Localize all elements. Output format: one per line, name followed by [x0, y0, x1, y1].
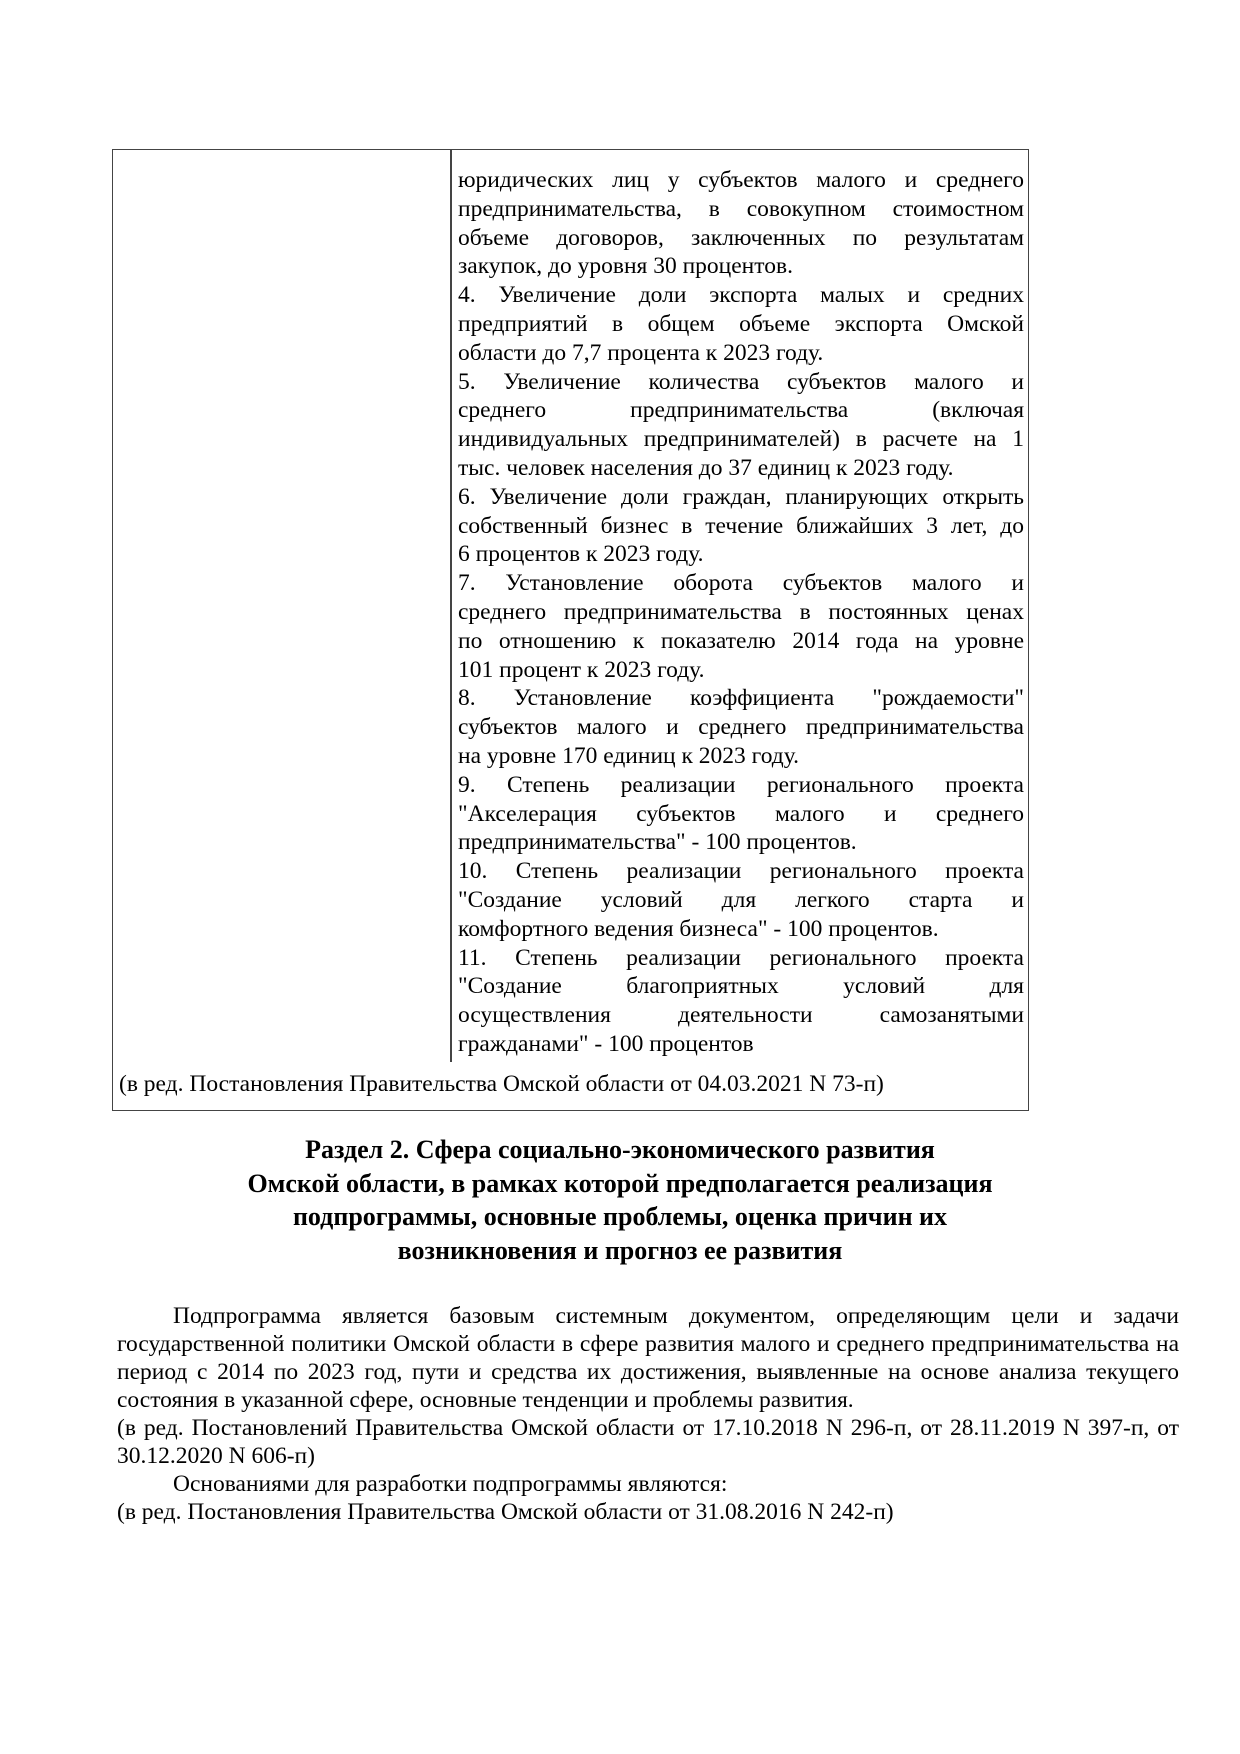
indicator-line: "Акселерация субъектов малого и среднего [458, 800, 1024, 827]
indicator-line: на уровне 170 единиц к 2023 году. [458, 742, 800, 769]
heading-line: подпрограммы, основные проблемы, оценка причин их [292, 1202, 948, 1231]
indicator-line: 10. Степень реализации регионального проекта [458, 858, 1024, 885]
indicator-line: 6. Увеличение доли граждан, планирующих открыть [458, 483, 1024, 510]
indicator-item [458, 944, 1024, 1059]
table-amendment-note: (в ред. Постановления Правительства Омской области от 04.03.2021 N 73-п) [119, 1071, 884, 1097]
indicator-item [458, 281, 1024, 367]
heading-line: Омской области, в рамках которой предполагается реализация [247, 1168, 993, 1198]
indicator-line: собственный бизнес в течение ближайших 3 лет, до [458, 512, 1024, 539]
indicator-item [458, 569, 1024, 684]
section-body [117, 1302, 1179, 1470]
indicator-line: 9. Степень реализации регионального проекта [458, 771, 1024, 798]
indicator-line: среднего предпринимательства (включая [458, 397, 1024, 424]
indicator-line: "Создание условий для легкого старта и [458, 886, 1024, 913]
indicator-line: предприятий в общем объеме экспорта Омской [458, 310, 1024, 337]
indicator-line: предпринимательства, в совокупном стоимостном [458, 195, 1024, 222]
indicator-line: 101 процент к 2023 году. [458, 656, 705, 683]
heading-line: Раздел 2. Сфера социально-экономического развития [305, 1135, 935, 1164]
indicator-line: среднего предпринимательства в постоянных ценах [458, 598, 1024, 625]
heading-line: возникновения и прогноз ее развития [397, 1235, 843, 1265]
column-divider [450, 150, 452, 1062]
indicator-line: 5. Увеличение количества субъектов малого и [458, 368, 1024, 395]
indicators-cell [458, 166, 1024, 1059]
amendment-note: (в ред. Постановлений Правительства Омской области от 17.10.2018 N 296-п, от 28.11.2019 N 397-п, от 30.12.2020 N 606-п) [117, 1415, 1179, 1469]
indicator-item [458, 166, 1024, 281]
indicator-item [458, 857, 1024, 943]
indicator-item [458, 483, 1024, 569]
indicator-line: осуществления деятельности самозанятыми [458, 1002, 1024, 1029]
indicator-line: 7. Установление оборота субъектов малого и [458, 570, 1024, 597]
indicator-line: закупок, до уровня 30 процентов. [458, 253, 793, 280]
indicator-line: 11. Степень реализации регионального проекта [458, 944, 1024, 971]
indicator-line: по отношению к показателю 2014 года на уровне [458, 627, 1024, 654]
paragraph-purpose: Подпрограмма является базовым системным документом, определяющим цели и задачи государственной политики Омской области в сфере развития малого и среднего предпринимательства на период с 2014 по 2023 год, пути и средства их достижения, выявленные на основе анализа текущего состояния в указанной сфере, основные тенденции и проблемы развития. [117, 1303, 1179, 1413]
indicator-line: 4. Увеличение доли экспорта малых и средних [458, 282, 1024, 309]
indicator-line: объеме договоров, заключенных по результатам [458, 224, 1024, 251]
amendment-note: (в ред. Постановления Правительства Омской области от 31.08.2016 N 242-п) [117, 1499, 894, 1525]
indicator-line: "Создание благоприятных условий для [458, 973, 1024, 1000]
indicator-line: предпринимательства" - 100 процентов. [458, 829, 857, 856]
indicator-line: субъектов малого и среднего предпринимательства [458, 714, 1024, 741]
indicator-item [458, 771, 1024, 857]
indicator-line: комфортного ведения бизнеса" - 100 процентов. [458, 915, 939, 942]
indicator-line: юридических лиц у субъектов малого и среднего [458, 167, 1024, 193]
indicator-item [458, 684, 1024, 770]
indicator-line: 8. Установление коэффициента "рождаемости" [458, 685, 1024, 712]
indicator-line: тыс. человек населения до 37 единиц к 2023 году. [458, 454, 954, 481]
indicators-table [112, 149, 1029, 1111]
indicator-line: области до 7,7 процента к 2023 году. [458, 339, 824, 366]
indicator-line: гражданами" - 100 процентов [458, 1030, 754, 1057]
indicator-line: индивидуальных предпринимателей) в расчете на 1 [458, 426, 1024, 453]
indicator-item [458, 368, 1024, 483]
indicator-line: 6 процентов к 2023 году. [458, 541, 704, 568]
section-heading [0, 1133, 1240, 1267]
section-body-2 [117, 1470, 1179, 1526]
paragraph-grounds: Основаниями для разработки подпрограммы являются: [173, 1471, 728, 1497]
